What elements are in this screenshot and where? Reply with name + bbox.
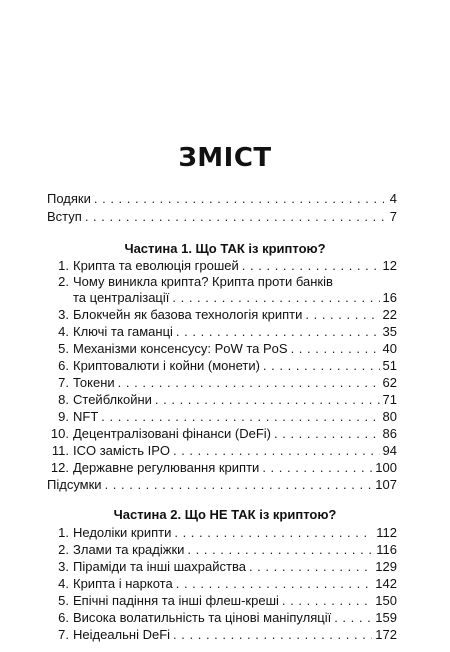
- entry-page: 150: [375, 593, 397, 608]
- entry-number: 2.: [58, 542, 69, 557]
- dot-leader: [282, 593, 372, 609]
- entry-page: 51: [382, 358, 397, 373]
- entry-number: 6.: [58, 358, 69, 373]
- entry-page: 129: [375, 559, 397, 574]
- entry-number: 4.: [58, 576, 69, 591]
- toc-entry[interactable]: [47, 307, 397, 323]
- dot-leader: [173, 627, 372, 643]
- entry-number: 3.: [58, 307, 69, 322]
- toc-entry[interactable]: [47, 525, 397, 541]
- dot-leader: [249, 559, 372, 575]
- entry-page: 159: [375, 610, 397, 625]
- dot-leader: [101, 409, 379, 425]
- dot-leader: [174, 525, 373, 541]
- toc-entry-summary[interactable]: [47, 477, 397, 493]
- toc-entry[interactable]: [47, 542, 397, 558]
- entry-number: 3.: [58, 559, 69, 574]
- toc-entry-introduction[interactable]: [47, 209, 397, 225]
- toc-entry[interactable]: [47, 559, 397, 575]
- entry-page: 22: [382, 307, 397, 322]
- toc-entry[interactable]: [47, 460, 397, 476]
- entry-title: Вступ: [47, 209, 82, 224]
- entry-page: 172: [375, 627, 397, 642]
- entry-page: 80: [382, 409, 397, 424]
- entry-title-continuation: та централізації: [73, 290, 170, 305]
- entry-number: 7.: [58, 627, 69, 642]
- entry-title: Підсумки: [47, 477, 102, 492]
- entry-title: Крипта і наркота: [73, 576, 173, 591]
- entry-title: Токени: [73, 375, 115, 390]
- entry-page: 86: [382, 426, 397, 441]
- entry-page: 71: [382, 392, 397, 407]
- entry-title: NFT: [73, 409, 99, 424]
- dot-leader: [155, 392, 380, 408]
- toc-entry[interactable]: [47, 627, 397, 643]
- entry-title: Піраміди та інші шахрайства: [73, 559, 246, 574]
- entry-number: 11.: [51, 443, 69, 458]
- entry-title: Подяки: [47, 191, 91, 206]
- dot-leader: [118, 375, 380, 391]
- entry-title: Неідеальні DeFi: [73, 627, 171, 642]
- dot-leader: [173, 443, 380, 459]
- entry-title: Блокчейн як базова технологія крипти: [73, 307, 303, 322]
- entry-page: 12: [382, 258, 397, 273]
- entry-title: Стейблкойни: [73, 392, 152, 407]
- entry-title: Децентралізовані фінанси (DeFi): [73, 426, 271, 441]
- toc-entry[interactable]: [47, 426, 397, 442]
- entry-page: 4: [389, 191, 397, 206]
- entry-number: 1.: [58, 258, 69, 273]
- entry-number: 7.: [58, 375, 69, 390]
- dot-leader: [105, 477, 373, 493]
- entry-page: 107: [375, 477, 397, 492]
- part2-heading: Частина 2. Що НЕ ТАК із криптою?: [113, 507, 337, 522]
- entry-page: 40: [382, 341, 397, 356]
- dot-leader: [305, 307, 379, 323]
- entry-page: 94: [382, 443, 397, 458]
- toc-title: ЗМІСТ: [178, 143, 272, 173]
- entry-title: Чому виникла крипта? Крипта проти банків: [73, 274, 333, 289]
- entry-title: Крипта та еволюція грошей: [73, 258, 239, 273]
- dot-leader: [187, 542, 373, 558]
- entry-number: 5.: [58, 593, 69, 608]
- entry-page: 35: [382, 324, 397, 339]
- toc-entry-acknowledgements[interactable]: [47, 191, 397, 207]
- entry-number: 5.: [58, 341, 69, 356]
- entry-number: 8.: [58, 392, 69, 407]
- entry-title: Державне регулювання крипти: [73, 460, 260, 475]
- entry-title: Ключі та гаманці: [73, 324, 173, 339]
- entry-number: 2.: [58, 274, 69, 289]
- dot-leader: [172, 290, 379, 306]
- dot-leader: [85, 209, 384, 225]
- dot-leader: [94, 191, 384, 207]
- entry-title: Недоліки крипти: [73, 525, 172, 540]
- toc-entry[interactable]: [47, 576, 397, 592]
- toc-entry-line[interactable]: [58, 274, 333, 290]
- entry-page: 7: [389, 209, 397, 224]
- toc-entry[interactable]: [47, 409, 397, 425]
- entry-title: Епічні падіння та інші флеш-креші: [73, 593, 279, 608]
- entry-title: Висока волатильність та цінові маніпуляції: [73, 610, 332, 625]
- toc-entry[interactable]: [47, 443, 397, 459]
- entry-title: Механізми консенсусу: PoW та PoS: [73, 341, 288, 356]
- entry-page: 116: [376, 542, 397, 557]
- toc-entry[interactable]: [47, 324, 397, 340]
- entry-page: 142: [375, 576, 397, 591]
- dot-leader: [262, 460, 372, 476]
- dot-leader: [176, 576, 373, 592]
- entry-number: 10.: [50, 426, 69, 441]
- dot-leader: [263, 358, 380, 374]
- toc-entry[interactable]: [47, 341, 397, 357]
- entry-page: 112: [376, 525, 397, 540]
- dot-leader: [274, 426, 380, 442]
- toc-entry[interactable]: [47, 358, 397, 374]
- entry-page: 62: [382, 375, 397, 390]
- toc-entry[interactable]: [47, 375, 397, 391]
- toc-entry[interactable]: [47, 392, 397, 408]
- entry-number: 9.: [58, 409, 69, 424]
- entry-page: 100: [375, 460, 397, 475]
- toc-entry[interactable]: [47, 610, 397, 626]
- toc-entry[interactable]: [47, 593, 397, 609]
- part1-heading: Частина 1. Що ТАК із криптою?: [124, 241, 326, 256]
- entry-page: 16: [382, 290, 397, 305]
- dot-leader: [291, 341, 380, 357]
- entry-title: Злами та крадіжки: [73, 542, 185, 557]
- entry-number: 4.: [58, 324, 69, 339]
- toc-entry-continuation[interactable]: [73, 290, 397, 306]
- entry-number: 6.: [58, 610, 69, 625]
- toc-entry[interactable]: [47, 258, 397, 274]
- dot-leader: [176, 324, 380, 340]
- entry-number: 1.: [58, 525, 69, 540]
- entry-title: Криптовалюти і койни (монети): [73, 358, 260, 373]
- entry-title: ICO замість IPO: [73, 443, 170, 458]
- dot-leader: [242, 258, 380, 274]
- dot-leader: [334, 610, 372, 626]
- entry-number: 12.: [50, 460, 69, 475]
